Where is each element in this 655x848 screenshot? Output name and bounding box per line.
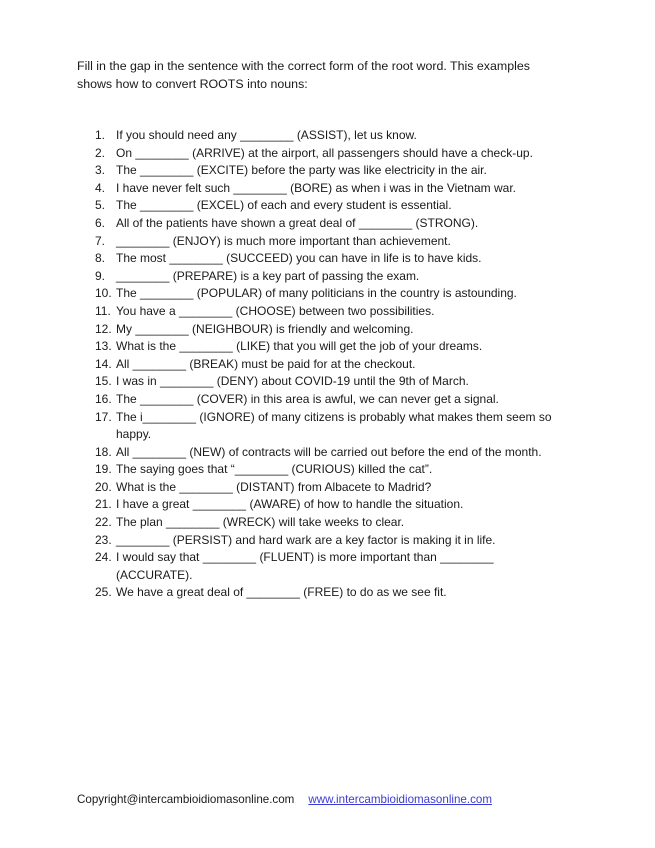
item-number: 7.	[95, 233, 106, 248]
item-number: 11.	[95, 303, 111, 318]
list-item	[95, 250, 585, 268]
item-number: 18.	[95, 444, 112, 459]
list-item	[95, 268, 585, 286]
item-text: I would say that ________ (FLUENT) is more important than ________ (ACCURATE).	[116, 550, 494, 582]
list-item	[95, 444, 585, 462]
list-item	[95, 303, 585, 321]
list-item	[95, 461, 585, 479]
list-item	[95, 549, 571, 584]
instructions-paragraph: Fill in the gap in the sentence with the correct form of the root word. This examples shows how to convert ROOTS into nouns:	[77, 59, 530, 91]
item-number: 16.	[95, 391, 112, 406]
item-text: If you should need any ________ (ASSIST), let us know.	[116, 128, 417, 142]
page-footer	[77, 792, 492, 808]
item-number: 24.	[95, 550, 112, 565]
item-text: The saying goes that “________ (CURIOUS) killed the cat”.	[116, 462, 433, 477]
list-item	[95, 233, 585, 251]
website-link[interactable]: www.intercambioidiomasonline.com	[308, 793, 492, 806]
list-item	[95, 532, 585, 550]
item-text: You have a ________ (CHOOSE) between two possibilities.	[116, 303, 435, 318]
item-number: 9.	[95, 268, 106, 283]
item-text: On ________ (ARRIVE) at the airport, all passengers should have a check-up.	[116, 145, 533, 160]
item-text: The ________ (POPULAR) of many politicians in the country is astounding.	[116, 286, 517, 301]
list-item	[95, 145, 585, 163]
item-number: 6.	[95, 215, 106, 230]
list-item	[95, 496, 585, 514]
list-item	[95, 197, 585, 215]
item-text: The ________ (EXCITE) before the party was like electricity in the air.	[116, 163, 487, 178]
list-item	[95, 584, 585, 602]
item-text: All ________ (BREAK) must be paid for at the checkout.	[116, 356, 416, 371]
item-text: My ________ (NEIGHBOUR) is friendly and welcoming.	[116, 321, 414, 336]
item-text: What is the ________ (DISTANT) from Albacete to Madrid?	[116, 479, 432, 494]
item-number: 14.	[95, 356, 112, 371]
item-text: We have a great deal of ________ (FREE) to do as we see fit.	[116, 585, 447, 600]
item-text: What is the ________ (LIKE) that you will get the job of your dreams.	[116, 339, 483, 354]
list-item	[95, 162, 585, 180]
item-number: 1.	[95, 128, 106, 142]
item-text: All ________ (NEW) of contracts will be carried out before the end of the month.	[116, 444, 542, 459]
item-text: The ________ (COVER) in this area is awful, we can never get a signal.	[116, 391, 499, 406]
item-text: The i________ (IGNORE) of many citizens is probably what makes them seem so happy.	[116, 409, 552, 442]
item-number: 17.	[95, 409, 112, 424]
item-text: The ________ (EXCEL) of each and every student is essential.	[116, 198, 452, 213]
item-number: 23.	[95, 532, 112, 547]
item-text: ________ (PERSIST) and hard wark are a key factor is making it in life.	[116, 532, 496, 547]
item-text: I was in ________ (DENY) about COVID-19 until the 9th of March.	[116, 374, 469, 389]
copyright-text: Copyright@intercambioidiomasonline.com	[77, 793, 295, 806]
item-number: 3.	[95, 163, 106, 178]
list-item	[95, 215, 585, 233]
item-number: 21.	[95, 497, 112, 512]
item-number: 2.	[95, 145, 106, 160]
list-item	[95, 391, 585, 409]
exercise-list	[95, 127, 585, 602]
item-number: 22.	[95, 515, 112, 530]
list-item	[95, 373, 585, 391]
list-item	[95, 409, 571, 444]
list-item	[95, 514, 585, 532]
item-number: 20.	[95, 479, 112, 494]
item-text: ________ (ENJOY) is much more important than achievement.	[116, 233, 451, 248]
list-item	[95, 285, 585, 303]
list-item	[95, 180, 585, 198]
item-number: 19.	[95, 462, 112, 477]
item-number: 10.	[95, 286, 112, 301]
item-number: 13.	[95, 339, 112, 354]
list-item	[95, 356, 585, 374]
item-number: 8.	[95, 251, 106, 266]
item-number: 4.	[95, 180, 106, 195]
list-item	[95, 479, 585, 497]
list-item	[95, 338, 585, 356]
list-item	[95, 321, 585, 339]
list-item	[95, 127, 585, 145]
item-number: 25.	[95, 585, 112, 600]
item-text: The plan ________ (WRECK) will take weeks to clear.	[116, 515, 405, 530]
item-text: I have a great ________ (AWARE) of how to handle the situation.	[116, 497, 464, 512]
item-number: 12.	[95, 321, 112, 336]
item-text: I have never felt such ________ (BORE) as when i was in the Vietnam war.	[116, 180, 516, 195]
item-text: The most ________ (SUCCEED) you can have in life is to have kids.	[116, 251, 482, 266]
item-text: All of the patients have shown a great deal of ________ (STRONG).	[116, 215, 479, 230]
item-text: ________ (PREPARE) is a key part of passing the exam.	[116, 268, 420, 283]
item-number: 5.	[95, 198, 106, 213]
item-number: 15.	[95, 374, 112, 389]
